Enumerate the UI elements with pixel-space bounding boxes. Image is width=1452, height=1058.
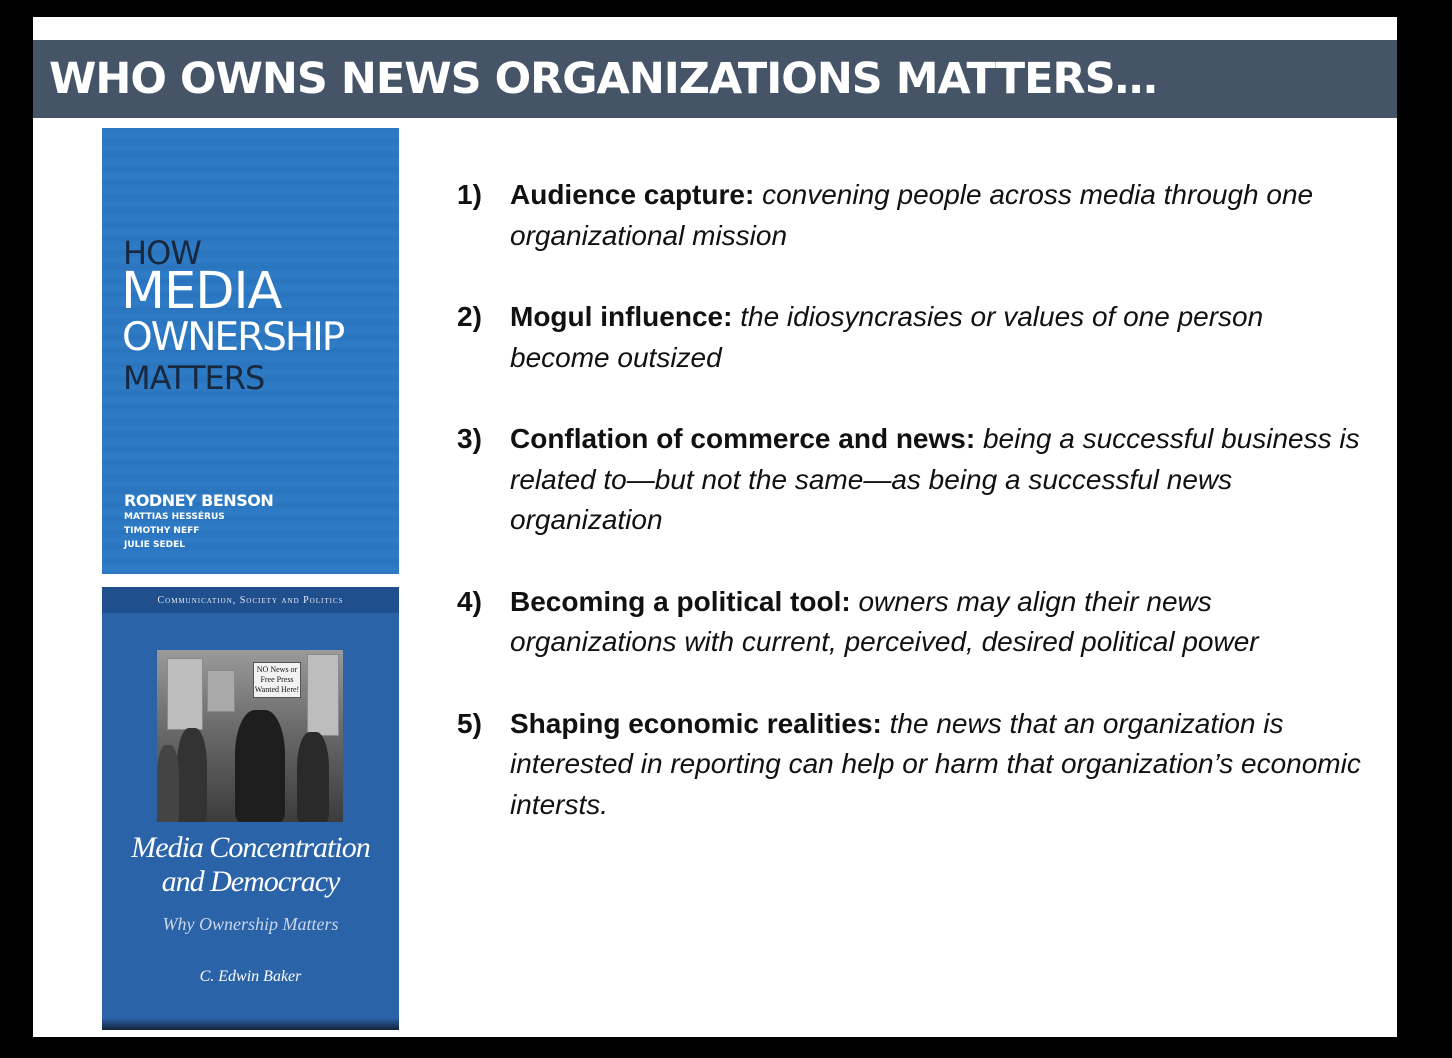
list-item: [457, 582, 1367, 663]
book2-sign-line: Wanted Here!: [254, 685, 300, 694]
book2-series: Communication, Society and Politics: [102, 587, 399, 613]
book2-protest-sign: [253, 662, 301, 698]
slide: [33, 17, 1397, 1037]
book2-title-line1: Media Concentration: [131, 831, 370, 864]
list-item-description: owners may align their news organizations with current, perceived, desired political power: [510, 585, 1259, 657]
list-item-description: the news that an organization is interested in reporting can help or harm that organization’s economic intersts.: [510, 707, 1361, 820]
list-item-heading: Audience capture:: [510, 179, 763, 210]
list-item-number: 3): [457, 423, 482, 454]
list-item-number: 2): [457, 301, 482, 332]
list-item-description: convening people across media through one organizational mission: [510, 179, 1314, 251]
list-item-description: being a successful business is related to—but not the same—as being a successful news organization: [510, 423, 1360, 535]
list-item-number: 1): [457, 179, 482, 210]
title-bar: [33, 40, 1397, 118]
list-item-heading: Becoming a political tool:: [510, 585, 859, 617]
book2-sign-line: Free Press: [260, 675, 294, 684]
list-item: [457, 419, 1367, 541]
list-item-heading: Shaping economic realities:: [510, 707, 890, 739]
list-item-heading: Mogul influence:: [510, 301, 741, 332]
list-item: [457, 175, 1367, 256]
book-cover-media-concentration-and-democracy: [102, 587, 399, 1030]
book2-subtitle: Why Ownership Matters: [162, 914, 339, 934]
book-cover-how-media-ownership-matters: [102, 128, 399, 574]
book2-sign-line: NO News or: [256, 665, 298, 674]
book1-title-line4: MATTERS: [123, 359, 265, 397]
book1-title-line3: OWNERSHIP: [122, 315, 344, 360]
book2-title: [102, 831, 399, 899]
book1-coauthor: JULIE SEDEL: [124, 540, 186, 550]
book1-author: RODNEY BENSON: [124, 491, 274, 510]
list-item-number: 5): [457, 707, 482, 739]
list-item: [457, 297, 1367, 378]
list-item-description: the idiosyncrasies or values of one person become outsized: [510, 301, 1264, 373]
list-item-number: 4): [457, 585, 482, 617]
book2-cover-photo: [157, 650, 343, 822]
ownership-points-list: [457, 175, 1367, 866]
book1-title-line1: HOW: [123, 234, 201, 272]
book2-title-line2: and Democracy: [161, 865, 340, 898]
book1-coauthor: TIMOTHY NEFF: [124, 526, 200, 536]
book2-bottom-shade: [102, 1018, 399, 1030]
list-item-heading: Conflation of commerce and news:: [510, 423, 983, 454]
book1-title-line2: MEDIA: [121, 262, 282, 321]
list-item: [457, 704, 1367, 826]
book1-coauthor: MATTIAS HESSÉRUS: [124, 512, 225, 522]
slide-title: WHO OWNS NEWS ORGANIZATIONS MATTERS…: [49, 54, 1157, 104]
book2-author: C. Edwin Baker: [199, 968, 302, 985]
